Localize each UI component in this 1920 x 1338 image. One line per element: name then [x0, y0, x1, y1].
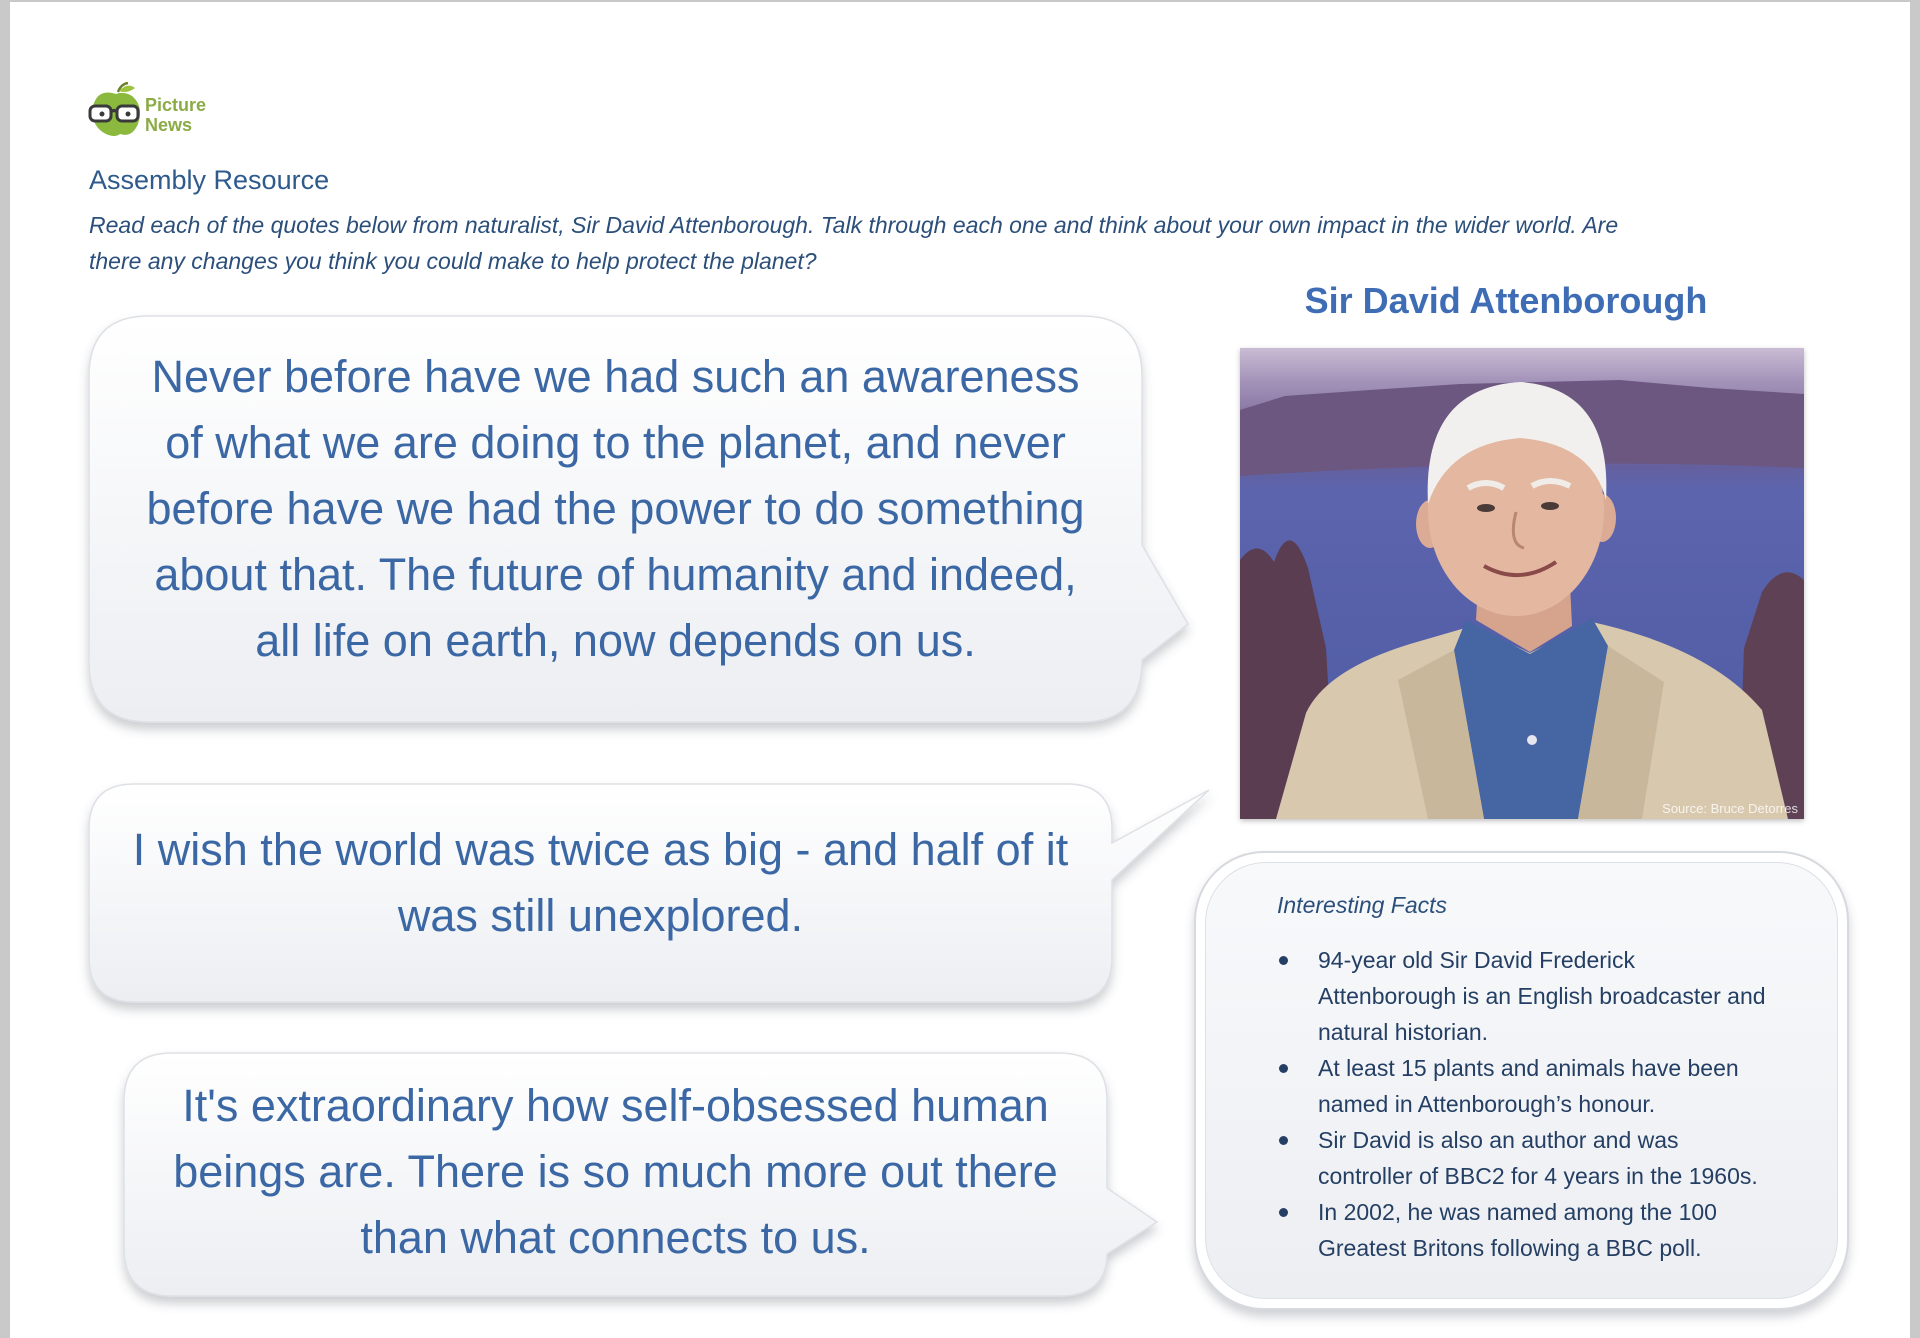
logo-text-line-1: Picture [145, 95, 207, 115]
fact-item [1276, 1050, 1816, 1122]
bullet-dot-icon [1279, 1136, 1288, 1145]
fact-line: At least 15 plants and animals have been [1318, 1055, 1739, 1081]
document-title: Assembly Resource [89, 165, 330, 195]
bullet-dot-icon [1279, 956, 1288, 965]
quote-line: before have we had the power to do something [146, 483, 1085, 534]
fact-line: controller of BBC2 for 4 years in the 1960s. [1318, 1163, 1758, 1189]
profile-heading: Sir David Attenborough [1304, 280, 1708, 321]
fact-line: Greatest Britons following a BBC poll. [1318, 1235, 1702, 1261]
fact-line: natural historian. [1318, 1019, 1489, 1045]
fact-line: Attenborough is an English broadcaster and [1318, 983, 1766, 1009]
quote-line: all life on earth, now depends on us. [255, 615, 976, 666]
fact-line: In 2002, he was named among the 100 [1318, 1199, 1717, 1225]
quote-line: beings are. There is so much more out there [173, 1146, 1058, 1197]
bullet-dot-icon [1279, 1208, 1288, 1217]
quote-line: I wish the world was twice as big - and half of it [132, 824, 1069, 875]
facts-list [1276, 942, 1816, 1266]
photo-credit: Source: Bruce Detorres [1662, 801, 1798, 816]
quote-text-3 [124, 1073, 1107, 1271]
fact-line: named in Attenborough’s honour. [1318, 1091, 1656, 1117]
logo-text-line-2: News [145, 115, 193, 135]
quote-line: was still unexplored. [397, 890, 804, 941]
bullet-dot-icon [1279, 1064, 1288, 1073]
fact-item [1276, 1194, 1816, 1266]
instructions-line: there any changes you think you could make to help protect the planet? [89, 248, 817, 274]
instructions-line: Read each of the quotes below from naturalist, Sir David Attenborough. Talk through each one and think about your own impact in the wider world. Are [89, 212, 1619, 238]
quote-text-2 [89, 817, 1112, 949]
facts-title: Interesting Facts [1277, 892, 1448, 918]
fact-line: Sir David is also an author and was [1318, 1127, 1679, 1153]
quote-line: Never before have we had such an awareness [151, 351, 1080, 402]
quote-text-1 [89, 344, 1142, 674]
fact-line: 94-year old Sir David Frederick [1318, 947, 1636, 973]
quote-line: about that. The future of humanity and indeed, [154, 549, 1077, 600]
portrait-photo [1240, 348, 1804, 819]
fact-item [1276, 1122, 1816, 1194]
fact-item [1276, 942, 1816, 1050]
quote-line: of what we are doing to the planet, and never [165, 417, 1066, 468]
quote-line: than what connects to us. [360, 1212, 871, 1263]
quote-line: It's extraordinary how self-obsessed human [182, 1080, 1049, 1131]
